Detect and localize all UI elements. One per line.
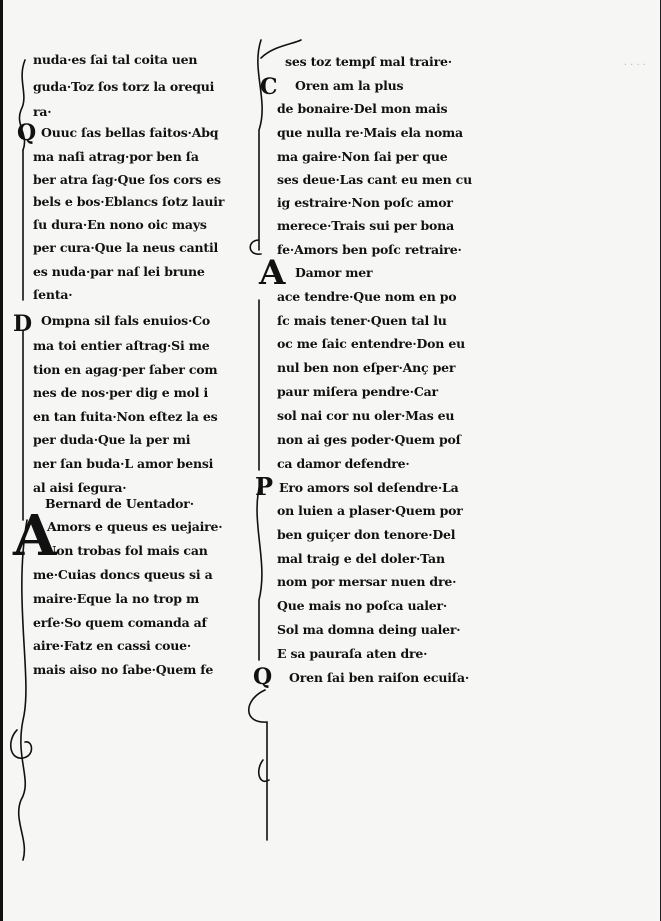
initial-a-1: A [13, 503, 57, 569]
text-line: ra· [33, 104, 52, 119]
text-line: per cura·Que la neus cantil [33, 240, 219, 255]
text-line: ace tendre·Que nom en po [277, 289, 457, 304]
text-line: ca damor defendre· [277, 456, 410, 471]
text-line: es nuda·par naſ lei brune [33, 264, 205, 279]
text-line: Ouuc ſas bellas faitos·Abq [41, 125, 219, 140]
text-line: mal traig e del doler·Tan [277, 551, 445, 566]
text-line: ſu dura·En nono oic mays [33, 217, 207, 232]
initial-c-1: C [260, 74, 278, 100]
text-line: Oren am la plus [295, 78, 404, 93]
text-line: aire·Fatz en cassi coue· [33, 638, 192, 653]
text-line: merece·Trais sui per bona [277, 218, 454, 233]
text-line: per duda·Que la per mi [33, 432, 191, 447]
text-line: sol nai cor nu oler·Mas eu [277, 408, 455, 423]
text-line: al aisi ſegura· [33, 480, 127, 495]
text-line: ben guiçer don tenore·Del [277, 527, 456, 542]
folio-mark: · · · · [623, 60, 646, 71]
text-line: nuda·es ſai tal coita uen [33, 52, 198, 67]
text-line: ma naſi atrag·por ben ſa [33, 149, 199, 164]
text-line: paur miſera pendre·Car [277, 384, 438, 399]
text-line: Oren ſai ben raiſon ecuiſa· [289, 670, 469, 685]
text-line: mais aiso no ſabe·Quem fe [33, 662, 214, 677]
text-line: ma toi entier aſtrag·Si me [33, 338, 210, 353]
text-line: ses deue·Las cant eu men cu [277, 172, 472, 187]
text-line: ſc mais tener·Quen tal lu [277, 313, 447, 328]
text-line: que nulla re·Mais ela noma [277, 125, 463, 140]
initial-a-2: A [259, 253, 286, 293]
text-line: fe·Amors ben poſc retraire· [277, 242, 462, 257]
text-line: me·Cuias doncs queus si a [33, 567, 213, 582]
text-line: E sa pauraſa aten dre· [277, 646, 428, 661]
initial-d-1: D [13, 311, 33, 337]
text-line: ber atra ſag·Que ſos cors es [33, 172, 221, 187]
text-line: Sol ma domna deing ualer· [277, 622, 461, 637]
text-line: ma gaire·Non ſai per que [277, 149, 448, 164]
text-line: Bernard de Uentador· [45, 496, 194, 511]
text-line: Ompna sil fals enuios·Co [41, 313, 210, 328]
text-line: ner ſan buda·L amor bensi [33, 456, 214, 471]
text-line: ses toz tempſ mal traire· [285, 54, 452, 69]
text-line: ſenta· [33, 287, 73, 302]
text-line: en tan fuita·Non eſtez la es [33, 409, 218, 424]
initial-p-1: P [255, 472, 274, 501]
text-line: on luien a plaser·Quem por [277, 503, 463, 518]
text-line: bels e bos·Eblancs ſotz lauir [33, 194, 225, 209]
initial-q-1: Q [17, 120, 37, 146]
text-line: guda·Toz ſos torz la orequi [33, 79, 215, 94]
text-line: Ero amors sol deſendre·La [279, 480, 459, 495]
text-line: nom por mersar nuen dre· [277, 574, 457, 589]
text-line: nes de nos·per dig e mol i [33, 385, 209, 400]
text-line: Non trobas fol mais can [45, 543, 208, 558]
text-line: de bonaire·Del mon mais [277, 101, 448, 116]
text-line: erſe·So quem comanda af [33, 615, 207, 630]
text-line: Damor mer [295, 265, 373, 280]
text-line: Que mais no poſca ualer· [277, 598, 448, 613]
text-line: non ai ges poder·Quem poſ [277, 432, 461, 447]
initial-c-2: Q [253, 664, 273, 690]
text-line: nul ben non eſper·Anç per [277, 360, 456, 375]
text-line: Amors e queus es uejaire· [47, 519, 223, 534]
text-line: ig estraire·Non poſc amor [277, 195, 453, 210]
text-line: tion en agag·per ſaber com [33, 362, 218, 377]
text-line: maire·Eque la no trop m [33, 591, 200, 606]
text-line: oc me ſaic entendre·Don eu [277, 336, 465, 351]
